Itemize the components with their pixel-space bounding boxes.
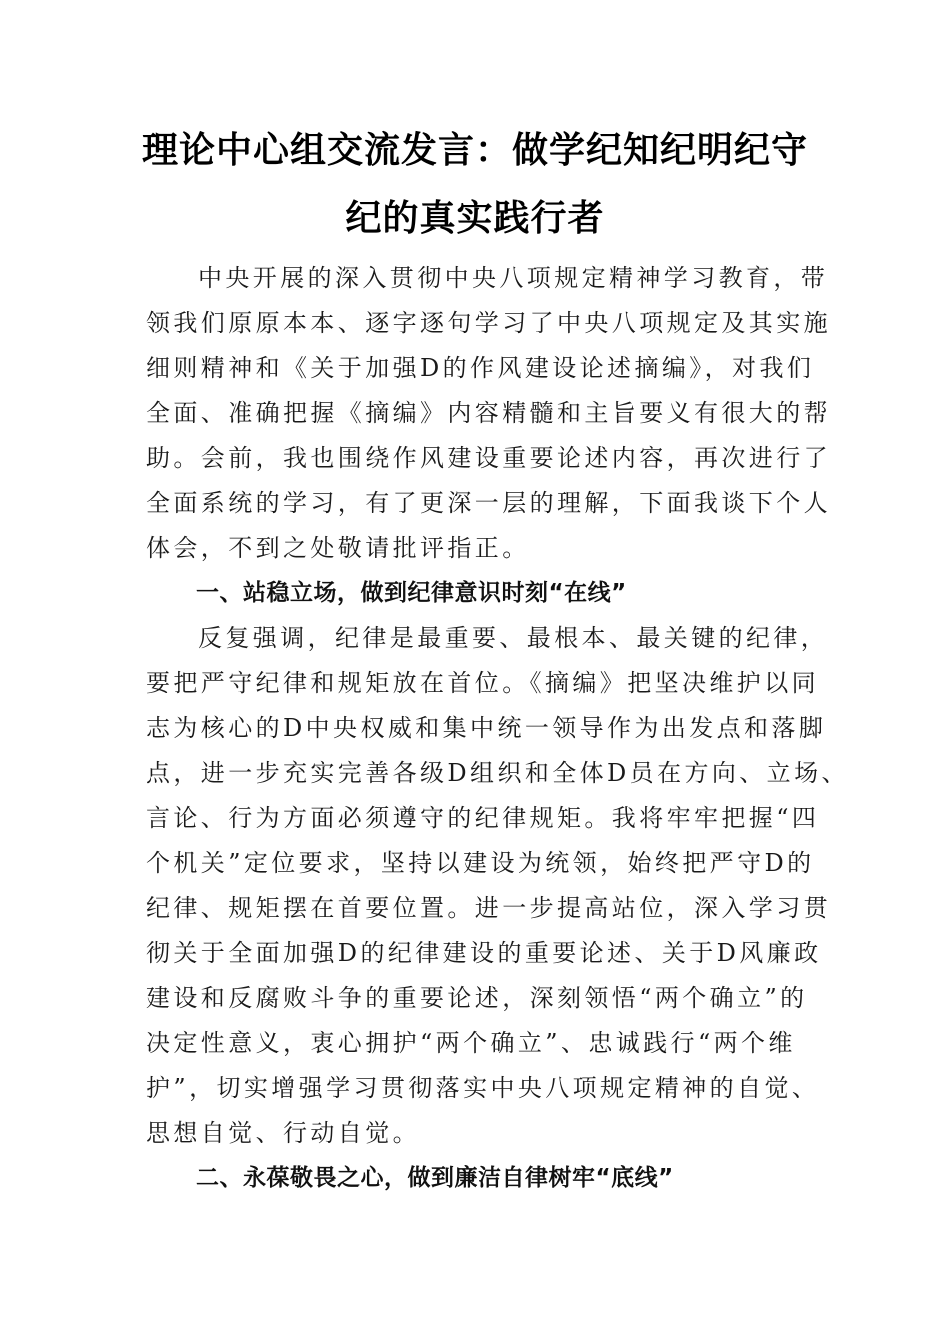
paragraph-line: 决定性意义，衷心拥护“两个确立”、忠诚践行“两个维 (146, 1029, 796, 1057)
paragraph-line: 彻关于全面加强D的纪律建设的重要论述、关于D风廉政 (146, 939, 822, 967)
paragraph-line: 护”，切实增强学习贯彻落实中央八项规定精神的自觉、 (146, 1074, 820, 1102)
document-title-line-1: 理论中心组交流发言：做学纪知纪明纪守 (141, 129, 808, 171)
paragraph-line: 领我们原原本本、逐字逐句学习了中央八项规定及其实施 (146, 309, 831, 337)
paragraph-line: 全面系统的学习，有了更深一层的理解，下面我谈下个人 (146, 489, 831, 517)
section-heading-2: 二、永葆敬畏之心，做到廉洁自律树牢“底线” (196, 1165, 674, 1191)
paragraph-line: 纪律、规矩摆在首要位置。进一步提高站位，深入学习贯 (146, 894, 831, 922)
section-heading-1: 一、站稳立场，做到纪律意识时刻“在线” (196, 580, 627, 606)
paragraph-line: 志为核心的D中央权威和集中统一领导作为出发点和落脚 (146, 714, 827, 742)
paragraph-line: 中央开展的深入贯彻中央八项规定精神学习教育，带 (198, 264, 829, 292)
paragraph-line: 建设和反腐败斗争的重要论述，深刻领悟“两个确立”的 (146, 984, 808, 1012)
paragraph-line: 要把严守纪律和规矩放在首位。《摘编》把坚决维护以同 (146, 669, 819, 697)
paragraph-line: 个机关”定位要求，坚持以建设为统领，始终把严守D的 (146, 849, 815, 877)
document-title-line-2: 纪的真实践行者 (345, 197, 605, 239)
paragraph-line: 思想自觉、行动自觉。 (146, 1119, 420, 1147)
paragraph-line: 反复强调，纪律是最重要、最根本、最关键的纪律， (198, 624, 829, 652)
paragraph-line: 言论、行为方面必须遵守的纪律规矩。我将牢牢把握“四 (146, 804, 820, 832)
paragraph-line: 细则精神和《关于加强D的作风建设论述摘编》，对我们 (146, 354, 815, 382)
paragraph-line: 全面、准确把握《摘编》内容精髓和主旨要义有很大的帮 (146, 399, 831, 427)
paragraph-line: 助。会前，我也围绕作风建设重要论述内容，再次进行了 (146, 444, 831, 472)
paragraph-line: 体会，不到之处敬请批评指正。 (146, 534, 530, 562)
paragraph-line: 点，进一步充实完善各级D组织和全体D员在方向、立场、 (146, 759, 849, 787)
